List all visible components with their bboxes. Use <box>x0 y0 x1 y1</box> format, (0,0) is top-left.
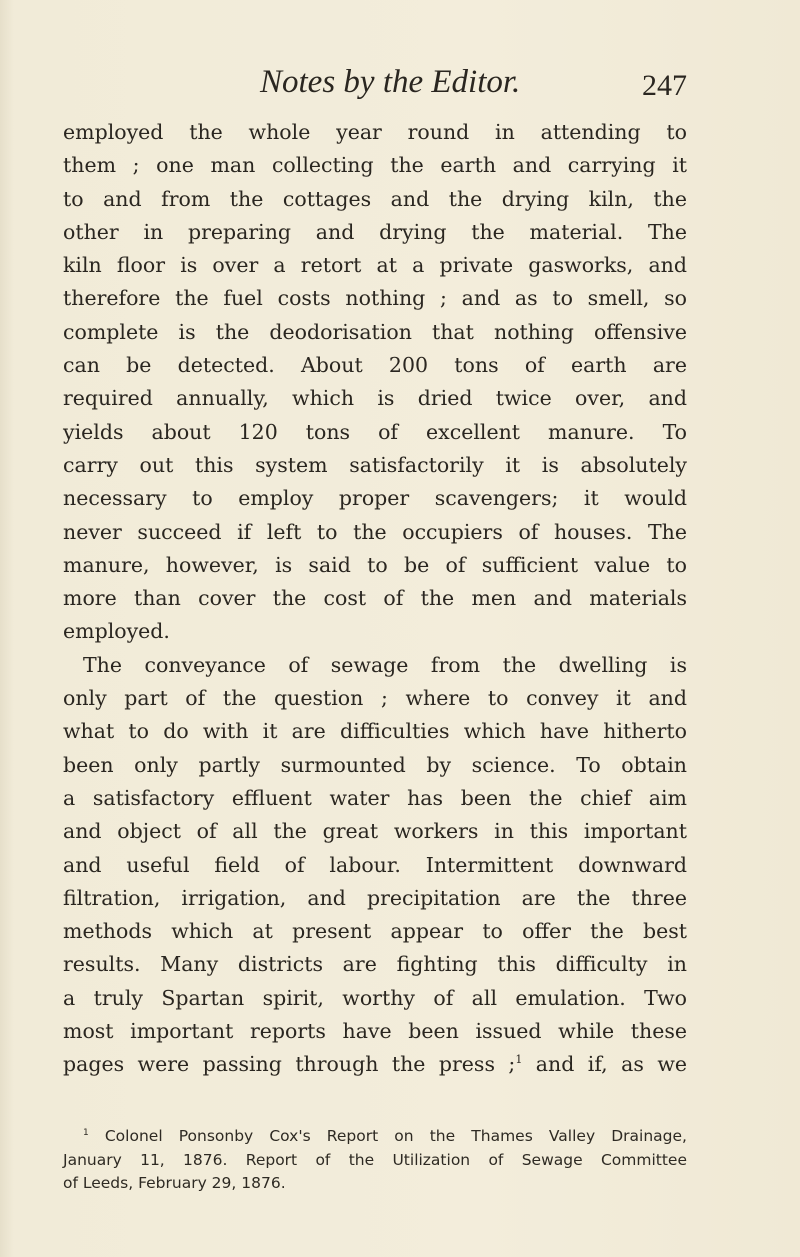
text-line: a truly Spartan spirit, worthy of all emulation. Two <box>63 985 687 1010</box>
text-line-with-footnote-ref <box>63 1048 687 1081</box>
running-title: Notes by the Editor. <box>260 64 521 100</box>
text-line: employed the whole year round in attending to <box>63 120 687 144</box>
text-line: most important reports have been issued while these <box>63 1019 687 1044</box>
text-line: yields about 120 tons of excellent manure. To <box>63 419 687 444</box>
text-line: carry out this system satisfactorily it is absolutely <box>63 452 687 477</box>
text-line: results. Many districts are fighting this difficulty in <box>63 952 687 977</box>
text-line: to and from the cottages and the drying kiln, the <box>63 186 687 211</box>
text-line: never succeed if left to the occupiers of houses. The <box>63 519 687 544</box>
text-line: therefore the fuel costs nothing ; and as to smell, so <box>63 286 687 311</box>
text-line: a satisfactory effluent water has been the chief aim <box>63 785 687 810</box>
footnote-text: Colonel Ponsonby Cox's Report on the Thames Valley Drainage, <box>104 1127 687 1145</box>
page-number: 247 <box>642 69 687 102</box>
text-line: been only partly surmounted by science. To obtain <box>63 752 687 777</box>
text-line: employed. <box>63 619 170 644</box>
text-line: kiln floor is over a retort at a private gasworks, and <box>63 253 687 278</box>
text-segment: pages were passing through the press ; <box>63 1052 516 1077</box>
footnote-line: of Leeds, February 29, 1876. <box>63 1174 286 1192</box>
text-line: and useful field of labour. Intermittent downward <box>63 852 687 877</box>
text-line: complete is the deodorisation that nothing offensive <box>63 319 687 344</box>
text-line: necessary to employ proper scavengers; it would <box>63 486 687 511</box>
text-line: them ; one man collecting the earth and carrying it <box>63 153 687 178</box>
footnote-reference: 1 <box>515 1053 523 1067</box>
text-line: manure, however, is said to be of sufficient value to <box>63 552 687 577</box>
text-line: more than cover the cost of the men and materials <box>63 586 687 611</box>
footnote <box>63 1125 687 1196</box>
text-line: only part of the question ; where to convey it and <box>63 686 687 711</box>
text-line: filtration, irrigation, and precipitation are the three <box>63 885 687 910</box>
footnote-line <box>63 1125 687 1149</box>
text-segment: and if, as we <box>535 1052 687 1077</box>
text-line: The conveyance of sewage from the dwelling is <box>83 652 687 677</box>
text-line: methods which at present appear to offer the best <box>63 919 687 944</box>
footnote-marker: 1 <box>83 1128 89 1138</box>
text-line: other in preparing and drying the material. The <box>63 219 687 244</box>
body-text <box>63 116 687 1082</box>
text-line: and object of all the great workers in this important <box>63 819 687 844</box>
running-head <box>0 62 800 102</box>
text-line: what to do with it are difficulties which have hitherto <box>63 719 687 744</box>
text-line: can be detected. About 200 tons of earth are <box>63 353 687 378</box>
text-line: required annually, which is dried twice over, and <box>63 386 687 411</box>
footnote-line: January 11, 1876. Report of the Utilization of Sewage Committee <box>63 1150 687 1169</box>
